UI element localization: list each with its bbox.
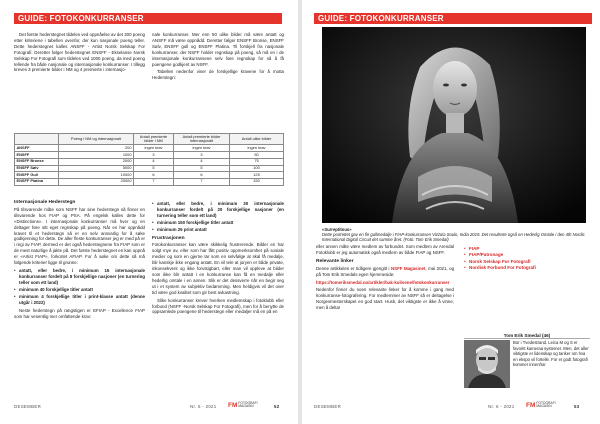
table-cell: ANSFF [15, 145, 59, 152]
list-item: • antatt, eller bedre, i minimum 30 internasjonale konkurranser fordelt på 20 forskjellige nasjoner (en turnering teller som ett land) [152, 201, 284, 219]
left-page [0, 0, 298, 424]
bullet-list [14, 268, 145, 305]
body-paragraph: Neste hederstegn på rangstigen er EFIAP - Excellence FIAP som har vesentlig mer omfattende krav: [14, 308, 145, 320]
footer-issue: Nr. 6 - 2021 [488, 404, 515, 409]
author-avatar [464, 340, 510, 388]
table-cell: ingen krav [174, 145, 230, 152]
table-header-row [15, 134, 284, 145]
intro-column-1 [14, 32, 145, 75]
table-cell: 75 [230, 158, 284, 165]
photo-caption [322, 227, 586, 243]
table-cell: 7 [134, 178, 174, 185]
right-page [302, 0, 600, 424]
page-number: 52 [274, 404, 280, 409]
section-header: GUIDE: FOTOKONKURRANSER [314, 13, 592, 24]
logo-subtitle [238, 402, 257, 409]
footer-month: DESEMBER [14, 404, 42, 409]
table-cell: 6 [174, 172, 230, 179]
table-cell: 6 [134, 172, 174, 179]
author-name: Tom Erik Smedal (46) [464, 332, 590, 339]
list-item: • minimum 4 forskjellige titler i print-klasse antatt (denne utgår i 2022) [14, 294, 145, 306]
footer-month: DESEMBER [314, 404, 342, 409]
table-cell: ENSFF Gull [15, 172, 59, 179]
table-cell: 4 [134, 158, 174, 165]
body-paragraph: Slike konkurranser krever hverken medlemskap i fotoklubb eller forbund (NSFF -Norsk Selskap For Fotografi), men for å benytte de oppsamlede poengene til hederstegn eller medaljer må en på en [152, 297, 284, 315]
table-cell: 5000 [59, 165, 134, 172]
table-header: Antall premierte bilder i NM [134, 134, 174, 145]
table-cell: 5 [174, 165, 230, 172]
logo-sub1: FOTOGRAFI [536, 401, 556, 405]
logo-text: FM [228, 402, 238, 409]
table-cell: 200 [59, 145, 134, 152]
logo-sub2: MAGASIN [536, 404, 552, 409]
logo-subtitle [536, 402, 555, 409]
list-item: • antatt, eller bedre, i minimum 15 internasjonale konkurranser fordelt på 8 forskjellige nasjoner (en turnering teller som ett land) [14, 268, 145, 286]
logo-text: FM [526, 402, 536, 409]
magazine-logo [526, 402, 556, 410]
table-cell: 2000 [59, 158, 134, 165]
table-cell: 7 [174, 178, 230, 185]
table-cell: ENSFF Platina [15, 178, 59, 185]
list-item: • minimum 25 print antatt [152, 227, 284, 233]
table-header: Antall premierte bilder internasjonalt [174, 134, 230, 145]
magazine-link[interactable]: NSFF Magasinet [391, 265, 426, 271]
link-nsff[interactable]: • Norsk Selskap For Fotografi [464, 259, 590, 265]
list-item: • minimum 150 forskjellige titler antatt [152, 220, 284, 226]
section-heading: Frustrasjonen [152, 235, 185, 241]
table-row [15, 178, 284, 185]
intro-column-2 [152, 32, 284, 83]
body-paragraph: Nedenfor finner du noen relevante linker for å komme i gang med konkurranse-fotografering. For medlemmer av NSFF så er deltagelse i Norgesmesterskapet en god start. Husk, det viktigste er ikke å vinne, men å delta! [316, 287, 454, 311]
table-cell: ENSFF Bronse [15, 158, 59, 165]
bullet-list [152, 201, 284, 233]
table-cell: ingen krav [230, 145, 284, 152]
portrait-image [322, 27, 586, 223]
table-cell: 5 [134, 165, 174, 172]
body-paragraph: Fotokonkurranser kan være skikkelig frustrerende. Bilder en har solgt mye av, eller som har fått positiv oppmerksomhet på sosiale medier og som en gjerne tar som en selvfølge at skal få medalje, blir kanskje ikke engang antatt. En vil tele at juryen er både private, inkonsekvent og ikke forutsigbart, eller man vil oppleve at bilder som ikke blir antatt i en konkurranse kan få en medalje eller hederlig omtale i en annen. Slik er det dessverre når en begir seg ut i et system av subjektiv bedømming. Men heldigvis vil det over tid være god kvalitet som gir best avkastning. [152, 242, 284, 295]
caption-body: Dette portrettet gav en fin gullmedalje i FIAP-konkurransen Vizzola Soulo, India 2019. Det resulterte også en Hederlig Omtale i den 4th Nordic International Digital Circuit det samme året. (Foto: Tom Erik Smedal) [322, 232, 585, 243]
table-header: Antall ulike bilder [230, 134, 284, 145]
intro-paragraph: Det første hederstegnet tildeles ved oppnåelse av det 200 poeng etter kriteriene i tabellen ovenfor, der kun nasjonale poeng teller. Dette hederstegnet kalles ANSFF - Artist Norsk Selskap For Fotografi. Deretter følger hederstegnet ENSFF - Ekselanse Norsk Selskap For Fotografi som tildeles ved 1000 poeng, da med poeng tellende fra både nasjonale og internasjonale konkurranser. I tillegg kreves 3 premierte bilder i NM og 4 premierte i internasjo- [14, 32, 145, 73]
text-fragment: Denne artikkelen er tidligere gjengitt i [316, 265, 391, 271]
table-row [15, 165, 284, 172]
author-bio: Bor i Tvedestrand. Leica M og S er favoritt kameraa systemer. Men, det aller viktigste er lidenskap og tanker om hva en ekspo vil fortelle. For et godt fotografi kommer innenfra! [513, 340, 589, 367]
table-row [15, 152, 284, 159]
link-nordisk-forbund[interactable]: • Nordisk Forbund For Fotografi [464, 265, 590, 271]
table-cell: 150 [230, 178, 284, 185]
text-fragment: , mai 2021, og på Tom Erik Smedals egen hjemmeside: [316, 265, 455, 277]
link-fiap[interactable]: • FIAP [464, 246, 590, 252]
homepage-link[interactable]: https://tomeriksmedal.no/artikler/bak-kulisene/fotokonkurranser [316, 279, 450, 285]
table-row [15, 172, 284, 179]
section-header: GUIDE: FOTOKONKURRANSER [14, 13, 282, 24]
portrait-photo [322, 27, 586, 223]
section-heading: Relevante linker [316, 258, 354, 264]
table-header [15, 134, 59, 145]
author-box [464, 332, 590, 390]
body-column-1 [14, 200, 145, 322]
caption-title: «Surreptitous» [322, 227, 352, 232]
magazine-logo [228, 402, 258, 410]
author-avatar-image [464, 340, 510, 388]
table-cell: ingen krav [134, 145, 174, 152]
footer-issue: Nr. 6 - 2021 [190, 404, 217, 409]
table-cell: 100 [230, 165, 284, 172]
honor-requirements-table [14, 133, 284, 186]
table-cell: 50 [230, 152, 284, 159]
table-cell: 10000 [59, 172, 134, 179]
table-cell: 4 [174, 158, 230, 165]
table-cell: 3 [174, 152, 230, 159]
table-cell: ENSFF [15, 152, 59, 159]
body-column-2 [152, 200, 284, 317]
body-column-1 [316, 244, 454, 313]
table-row [15, 158, 284, 165]
table-cell: 1000 [59, 152, 134, 159]
body-paragraph [316, 266, 454, 278]
section-heading: Internasjonale Hederstegn [14, 200, 76, 205]
relevant-links-list [464, 246, 590, 272]
page-number: 53 [574, 404, 580, 409]
table-row [15, 145, 284, 152]
table-cell: 3 [134, 152, 174, 159]
table-cell: ENSFF Sølv [15, 165, 59, 172]
logo-sub2: MAGASIN [238, 404, 254, 409]
intro-paragraph: nale konkurranser. Mer enn 50 ulike bilder må være antatt og ANSFF må være oppnådd. Deretter følger ENSFF Bronse, ENSFF Sølv, ENSFF gull og ENSFF Platina. Til forskjell fra nasjonale konkurranser, der NSFF holder regnskap på poeng, så må en i de internasjonale konkurransene selv føre regnskap for så å få poengene godkjent av NSFF. [152, 32, 284, 67]
table-cell: 20000 [59, 178, 134, 185]
intro-paragraph: Tabellen nedenfor viser de forskjellige kravene for å motta Hederstegn: [152, 69, 284, 81]
body-paragraph: På tilsvarende måte som NSFF har sine hederstegn så finner en tilsvarende hos FIAP og PSA. På engelsk kalles dette for «Distinctions». I internasjonale konkurranser må hver og en deltager føre sitt eget regnskap på poeng. Når en har oppnådd kravet til et hederstegn så er en selv ansvarlig for å søke godkjenning for dette. De aller fleste konkurranser jeg er med på er i regi av FIAP, dermed er det også hederstegnene fra FIAP som er de mest naturlige å jakte på. Det første hederstegnet en kan oppnå er «Artist FIAP», forkortet AFIAP. For å søke om dette så må følgende kriterier ligge til grunne: [14, 206, 145, 266]
table-header: Poeng i NM og internasjonalt [59, 134, 134, 145]
list-item: • minimum 40 forskjellige titler antatt [14, 287, 145, 293]
body-paragraph: eller annen måte være medlem av forbundet. Som medlem av Arendal Fotoklubb er jeg automatisk også medlem av både FIAP og NSFF. [316, 244, 454, 255]
logo-sub1: FOTOGRAFI [238, 401, 258, 405]
link-fiap-patronage[interactable]: • FIAP/Patronage [464, 252, 590, 258]
table-cell: 125 [230, 172, 284, 179]
